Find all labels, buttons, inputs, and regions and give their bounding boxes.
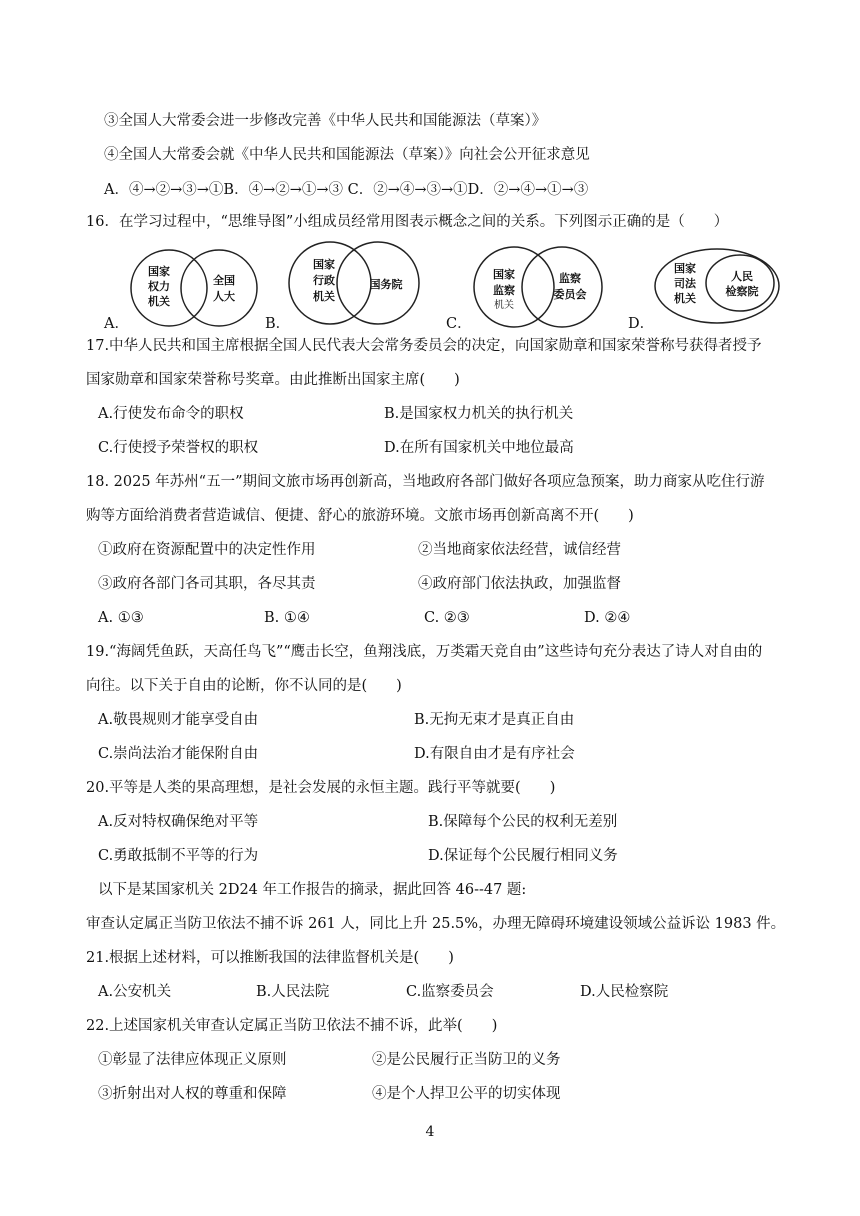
q16-diagram-b <box>286 238 422 328</box>
q18-stem-line-2: 购等方面给消费者营造诚信、便捷、舒心的旅游环境。文旅市场再创新高离不开( ) <box>86 508 634 524</box>
q17-stem-line-1: 17.中华人民共和国主席根据全国人民代表大会常务委员会的决定，向国家勋章和国家荣誉称号获得者授予 <box>86 338 762 354</box>
q17-stem-line-2: 国家勋章和国家荣誉称号奖章。由此推断出国家主席( ) <box>86 372 460 388</box>
q17-option-a: A.行使发布命令的职权 <box>98 406 244 422</box>
q22-statement-3: ③折射出对人权的尊重和保障 <box>98 1086 287 1102</box>
b-right-1: 国务院 <box>369 278 403 291</box>
a-right-1: 全国 <box>213 274 235 287</box>
q18-statement-3: ③政府各部门各司其职，各尽其责 <box>98 576 316 592</box>
q19-option-b: B.无拘无束才是真正自由 <box>414 712 575 728</box>
q19-option-a: A.敬畏规则才能享受自由 <box>98 712 259 728</box>
material-intro: 以下是某国家机关 2D24 年工作报告的摘录，据此回答 46--47 题: <box>98 882 527 898</box>
q20-option-b: B.保障每个公民的权利无差别 <box>428 814 618 830</box>
a-left-1: 国家 <box>148 265 170 278</box>
q18-option-b: B. ①④ <box>264 610 310 626</box>
q20-stem: 20.平等是人类的果高理想，是社会发展的永恒主题。践行平等就要( ) <box>86 780 556 796</box>
q18-stem-line-1: 18. 2025 年苏州“五一”期间文旅市场再创新高，当地政府各部门做好各项应急预案，助力商家从吃住行游 <box>86 474 765 490</box>
q19-stem-line-1: 19.“海阔凭鱼跃，天高任鸟飞”“鹰击长空，鱼翔浅底，万类霜天竞自由”这些诗句充分表达了诗人对自由的 <box>86 644 763 660</box>
q21-option-c: C.监察委员会 <box>406 984 494 1000</box>
q18-option-d: D. ②④ <box>584 610 631 626</box>
q21-option-d: D.人民检察院 <box>580 984 669 1000</box>
q17-option-d: D.在所有国家机关中地位最高 <box>384 440 574 456</box>
q16-option-d-label: D． <box>628 316 655 332</box>
q16-option-c-label: C． <box>446 316 472 332</box>
c-right-1: 监察 <box>559 272 581 285</box>
q16-diagram-a <box>128 246 258 330</box>
page-number: 4 <box>425 1124 435 1140</box>
q15-item-4: ④全国人大常委会就《中华人民共和国能源法（草案）》向社会公开征求意见 <box>104 147 590 163</box>
c-left-2: 监察 <box>493 284 515 297</box>
q21-option-b: B.人民法院 <box>256 984 330 1000</box>
c-left-1: 国家 <box>493 268 515 281</box>
q17-option-b: B.是国家权力机关的执行机关 <box>384 406 574 422</box>
b-left-3: 机关 <box>313 290 335 303</box>
q16-diagram-d <box>652 246 782 326</box>
q18-option-a: A. ①③ <box>98 610 144 626</box>
a-right-2: 人大 <box>213 290 235 303</box>
q16-diagram-c <box>468 244 606 330</box>
a-left-2: 权力 <box>148 280 170 293</box>
d-outer-3: 机关 <box>674 292 696 305</box>
q21-stem: 21.根据上述材料，可以推断我国的法律监督机关是( ) <box>86 950 454 966</box>
d-inner-2: 检察院 <box>725 285 759 298</box>
d-inner-1: 人民 <box>731 270 753 283</box>
a-left-3: 机关 <box>148 295 170 308</box>
d-outer-1: 国家 <box>674 262 696 275</box>
q19-stem-line-2: 向往。以下关于自由的论断，你不认同的是( ) <box>86 678 402 694</box>
q15-options: A．④→②→③→①B．④→②→①→③ C．②→④→③→①D．②→④→①→③ <box>104 182 589 198</box>
material-body: 审查认定属正当防卫依法不捕不诉 261 人，同比上升 25.5%，办理无障碍环境建设领域公益诉讼 1983 件。 <box>86 916 786 932</box>
q22-statement-2: ②是公民履行正当防卫的义务 <box>372 1052 561 1068</box>
q19-option-c: C.崇尚法治才能保附自由 <box>98 746 259 762</box>
q18-statement-4: ④政府部门依法执政，加强监督 <box>418 576 621 592</box>
q22-statement-4: ④是个人捍卫公平的切实体现 <box>372 1086 561 1102</box>
q18-statement-2: ②当地商家依法经营，诚信经营 <box>418 542 621 558</box>
q19-option-d: D.有限自由才是有序社会 <box>414 746 575 762</box>
q20-option-c: C.勇敢抵制不平等的行为 <box>98 848 259 864</box>
d-outer-2: 司法 <box>674 277 696 290</box>
q17-option-c: C.行使授予荣誉权的职权 <box>98 440 259 456</box>
b-left-1: 国家 <box>313 258 335 271</box>
q16-stem: 16．在学习过程中，“思维导图”小组成员经常用图表示概念之间的关系。下列图示正确的是（ ） <box>86 214 729 230</box>
q20-option-a: A.反对特权确保绝对平等 <box>98 814 259 830</box>
q22-stem: 22.上述国家机关审查认定属正当防卫依法不捕不诉，此举( ) <box>86 1018 498 1034</box>
q18-option-c: C. ②③ <box>424 610 470 626</box>
q16-option-b-label: B． <box>265 316 291 332</box>
q16-option-a-label: A． <box>104 316 129 332</box>
b-left-2: 行政 <box>313 274 335 287</box>
q21-option-a: A.公安机关 <box>98 984 172 1000</box>
c-right-2: 委员会 <box>553 288 587 301</box>
q15-item-3: ③全国人大常委会进一步修改完善《中华人民共和国能源法（草案）》 <box>104 113 547 129</box>
q22-statement-1: ①彰显了法律应体现正义原则 <box>98 1052 287 1068</box>
c-left-3: 机关 <box>494 300 514 311</box>
q18-statement-1: ①政府在资源配置中的决定性作用 <box>98 542 316 558</box>
q20-option-d: D.保证每个公民履行相同义务 <box>428 848 618 864</box>
